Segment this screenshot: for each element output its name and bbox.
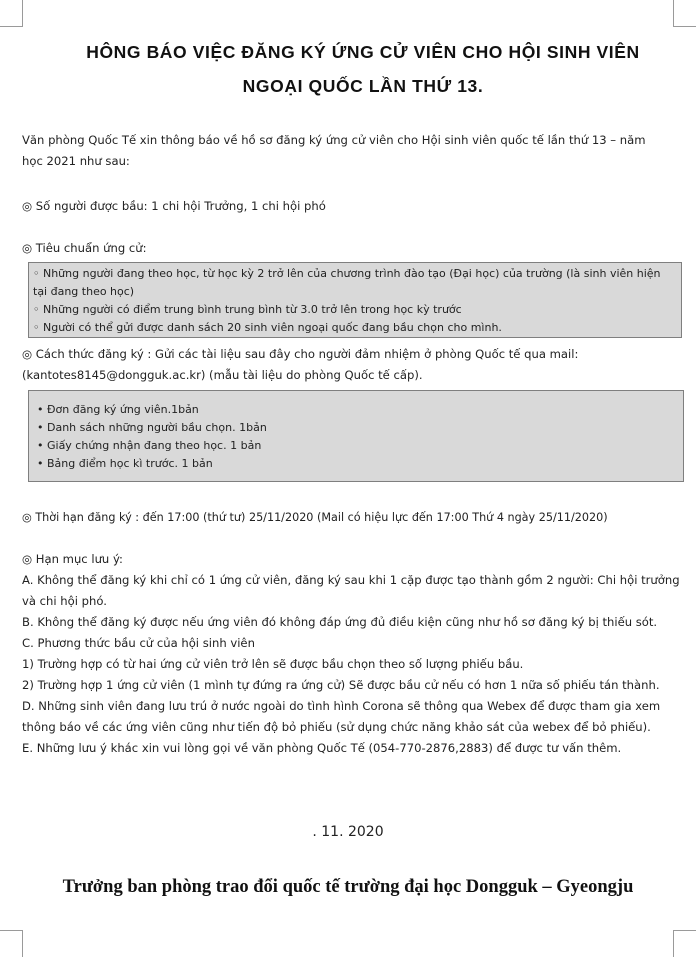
criteria-item: ◦ Người có thể gửi được danh sách 20 sinh viên ngoại quốc đang bầu chọn cho mình. (33, 321, 502, 334)
deadline: ◎ Thời hạn đăng ký : đến 17:00 (thứ tư) 25/11/2020 (Mail có hiệu lực đến 17:00 Thứ 4 ngày 25/11/2020) (22, 511, 608, 524)
criteria-box (28, 262, 682, 338)
document-title-line1: HÔNG BÁO VIỆC ĐĂNG KÝ ỨNG CỬ VIÊN CHO HỘI SINH VIÊN (86, 42, 640, 62)
criteria-item: ◦ Những người có điểm trung bình trung bình từ 3.0 trở lên trong học kỳ trước (33, 303, 462, 316)
page-corner-mark (0, 930, 23, 957)
note-item: E. Những lưu ý khác xin vui lòng gọi về văn phòng Quốc Tế (054-770-2876,2883) để được tư vấn thêm. (22, 741, 622, 755)
documents-box (28, 390, 684, 482)
document-item: • Giấy chứng nhận đang theo học. 1 bản (37, 439, 262, 452)
note-item: 2) Trường hợp 1 ứng cử viên (1 mình tự đứng ra ứng cử) Sẽ được bầu cử nếu có hơn 1 nữa số phiếu tán thành. (22, 678, 660, 692)
signature-line: Trưởng ban phòng trao đổi quốc tế trường đại học Dongguk – Gyeongju (62, 877, 634, 897)
notes-heading: ◎ Hạn mục lưu ý: (22, 552, 123, 566)
method-email-line: (kantotes8145@dongguk.ac.kr) (mẫu tài liệu do phòng Quốc tế cấp). (22, 368, 423, 382)
intro-paragraph: Văn phòng Quốc Tế xin thông báo về hồ sơ đăng ký ứng cử viên cho Hội sinh viên quốc tế lần thứ 13 – năm học 2021 như sau: (22, 133, 646, 168)
note-item: C. Phương thức bầu cử của hội sinh viên (22, 636, 255, 650)
method-heading: ◎ Cách thức đăng ký : Gửi các tài liệu sau đây cho người đảm nhiệm ở phòng Quốc tế qua mail: (22, 347, 579, 361)
criteria-item: ◦ Những người đang theo học, từ học kỳ 2 trở lên của chương trình đào tạo (Đại học) của trường (là sinh viên hiện tại đang theo học) (33, 267, 661, 298)
note-item: 1) Trường hợp có từ hai ứng cử viên trở lên sẽ được bầu chọn theo số lượng phiếu bầu. (22, 657, 524, 671)
document-date: . 11. 2020 (312, 824, 384, 840)
elected-count: ◎ Số người được bầu: 1 chi hội Trưởng, 1 chi hội phó (22, 199, 326, 213)
document-item: • Danh sách những người bầu chọn. 1bản (37, 421, 267, 434)
note-item: A. Không thể đăng ký khi chỉ có 1 ứng cử viên, đăng ký sau khi 1 cặp được tạo thành gồm 2 người: Chi hội trưởng và chi hội phó. (22, 573, 680, 608)
criteria-heading: ◎ Tiêu chuẩn ứng cử: (22, 241, 147, 255)
document-item: • Đơn đăng ký ứng viên.1bản (37, 403, 199, 416)
notes-list (22, 570, 684, 759)
document-item: • Bảng điểm học kì trước. 1 bản (37, 457, 213, 470)
page-corner-mark (673, 0, 696, 27)
note-item: B. Không thể đăng ký được nếu ứng viên đó không đáp ứng đủ điều kiện cũng như hồ sơ đăng ký bị thiếu sót. (22, 615, 658, 629)
note-item: D. Những sinh viên đang lưu trú ở nước ngoài do tình hình Corona sẽ thông qua Webex để được tham gia xem thông báo về các ứng viên cũng như tiến độ bỏ phiếu (sử dụng chức năng khảo sát của webex để bỏ phiếu). (22, 699, 661, 734)
page-corner-mark (0, 0, 23, 27)
document-title-line2: NGOẠI QUỐC LẦN THỨ 13. (242, 76, 484, 96)
page-corner-mark (673, 930, 696, 957)
